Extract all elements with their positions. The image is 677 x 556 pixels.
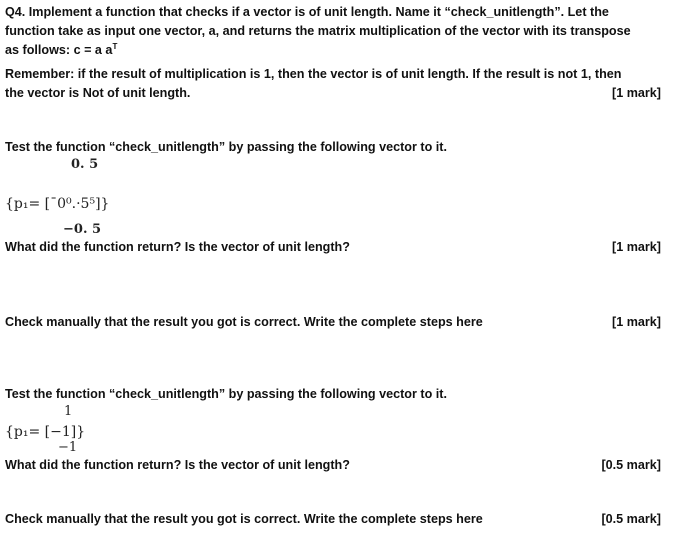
test1-question-mark: [1 mark] bbox=[612, 240, 661, 254]
question-line-2: function take as input one vector, a, and returns the matrix multiplication of the vector with its transpose bbox=[5, 24, 631, 38]
test2-question: What did the function return? Is the vector of unit length? bbox=[5, 458, 350, 472]
test1-vector-bottom: −0. 5 bbox=[63, 222, 102, 237]
test1-check-instruction: Check manually that the result you got is correct. Write the complete steps here bbox=[5, 315, 483, 329]
test1-question: What did the function return? Is the vector of unit length? bbox=[5, 240, 350, 254]
remember-line-1: Remember: if the result of multiplication is 1, then the vector is of unit length. If the result is not 1, then bbox=[5, 67, 622, 81]
test2-vector-expression: {p₁= [−1]} bbox=[5, 424, 86, 440]
transpose-superscript: T bbox=[112, 41, 118, 51]
formula-text: as follows: c = a a bbox=[5, 43, 113, 57]
q4-mark: [1 mark] bbox=[612, 86, 661, 100]
test2-check-mark: [0.5 mark] bbox=[601, 512, 661, 526]
test1-instruction: Test the function “check_unitlength” by passing the following vector to it. bbox=[5, 140, 447, 154]
test2-vector-top: 1 bbox=[64, 404, 73, 419]
test2-question-mark: [0.5 mark] bbox=[601, 458, 661, 472]
question-formula-line bbox=[5, 41, 117, 60]
question-line-1: Q4. Implement a function that checks if a vector is of unit length. Name it “check_unitlength”. Let the bbox=[5, 5, 609, 19]
test1-vector-expression: {p₁= [¯0⁰.·5⁵]} bbox=[5, 196, 110, 212]
test1-vector-top: 0. 5 bbox=[71, 157, 99, 172]
test2-instruction: Test the function “check_unitlength” by passing the following vector to it. bbox=[5, 387, 447, 401]
test2-vector-bottom: −1 bbox=[58, 440, 78, 455]
test1-check-mark: [1 mark] bbox=[612, 315, 661, 329]
test2-check-instruction: Check manually that the result you got is correct. Write the complete steps here bbox=[5, 512, 483, 526]
remember-line-2: the vector is Not of unit length. bbox=[5, 86, 191, 100]
